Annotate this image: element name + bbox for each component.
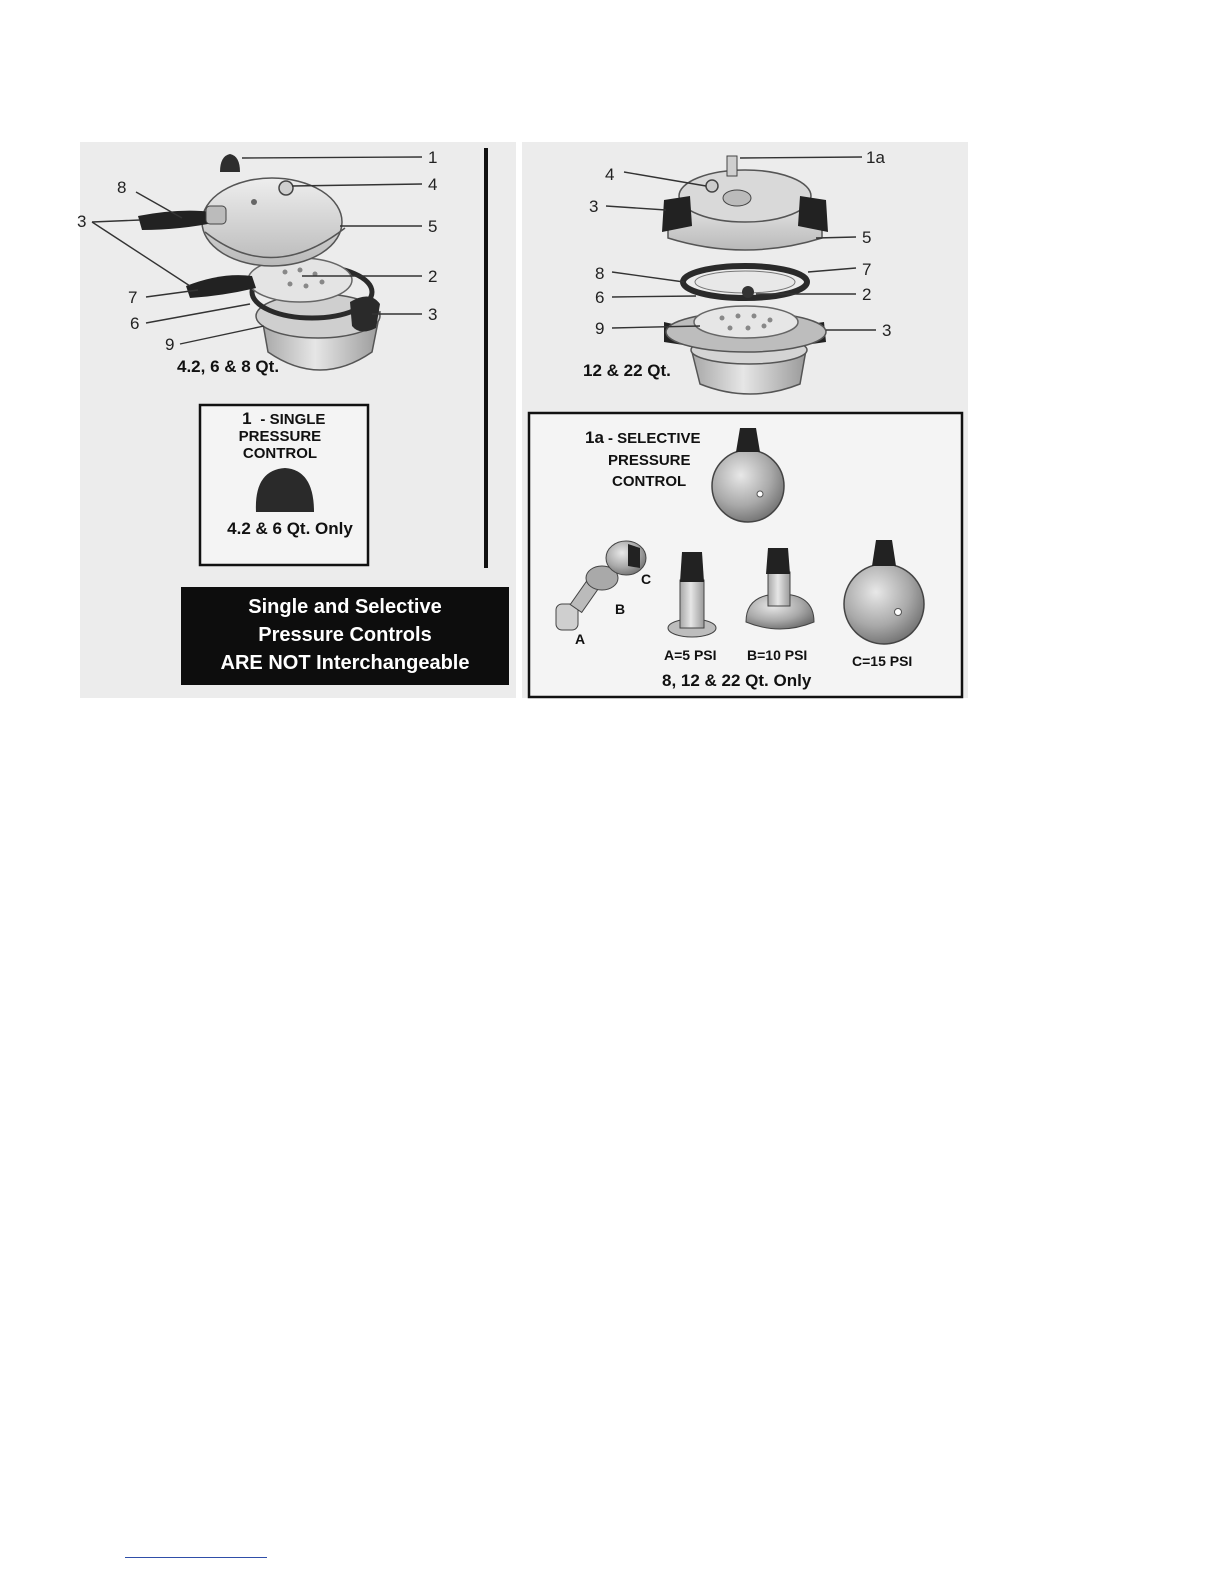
callout-5-right: 5 <box>862 228 872 247</box>
callout-1: 1 <box>428 148 438 167</box>
single-box-number: 1 - SINGLE PRESSURE CONTROL <box>238 409 326 462</box>
weight-label-c: C=15 PSI <box>852 653 913 669</box>
callout-9: 9 <box>165 335 175 354</box>
callout-2-right: 2 <box>862 285 872 304</box>
callout-9-right: 9 <box>595 319 605 338</box>
callout-7-right: 7 <box>862 260 872 279</box>
part-label-b: B <box>615 601 626 617</box>
callout-5: 5 <box>428 217 438 236</box>
selective-pressure-control-box <box>529 413 962 697</box>
callout-6: 6 <box>130 314 140 333</box>
callout-7: 7 <box>128 288 138 307</box>
left-diagram-caption: 4.2, 6 & 8 Qt. <box>177 357 280 376</box>
single-box-footer: 4.2 & 6 Qt. Only <box>227 519 353 538</box>
callout-4: 4 <box>428 175 438 194</box>
callout-3-right-bottom: 3 <box>882 321 892 340</box>
callout-4-right: 4 <box>605 165 615 184</box>
weight-label-a: A=5 PSI <box>664 647 717 663</box>
callout-2: 2 <box>428 267 438 286</box>
callout-8-right: 8 <box>595 264 605 283</box>
callout-3-right-top: 3 <box>589 197 599 216</box>
single-pressure-control-box <box>200 405 368 565</box>
not-interchangeable-banner <box>181 587 509 685</box>
right-diagram-caption: 12 & 22 Qt. <box>583 361 671 380</box>
callout-3: 3 <box>428 305 438 324</box>
callout-6-right: 6 <box>595 288 605 307</box>
part-label-c: C <box>641 571 652 587</box>
svg-text:ARE NOT Interchangeable: ARE NOT Interchangeable <box>220 652 470 674</box>
callout-8: 8 <box>117 178 127 197</box>
footnote-separator-line <box>125 1557 267 1558</box>
svg-text:Single and Selective: Single and Selective <box>248 596 442 618</box>
weight-label-b: B=10 PSI <box>747 647 808 663</box>
svg-text:Pressure Controls: Pressure Controls <box>258 624 432 646</box>
callout-1a: 1a <box>866 148 885 167</box>
svg-text:1a - SELECTIVE PRE: 1a - SELECTIVE PRESSURE CONTROL <box>585 428 701 490</box>
callout-3-left: 3 <box>77 212 87 231</box>
part-label-a: A <box>575 631 586 647</box>
selective-box-footer: 8, 12 & 22 Qt. Only <box>662 671 812 690</box>
